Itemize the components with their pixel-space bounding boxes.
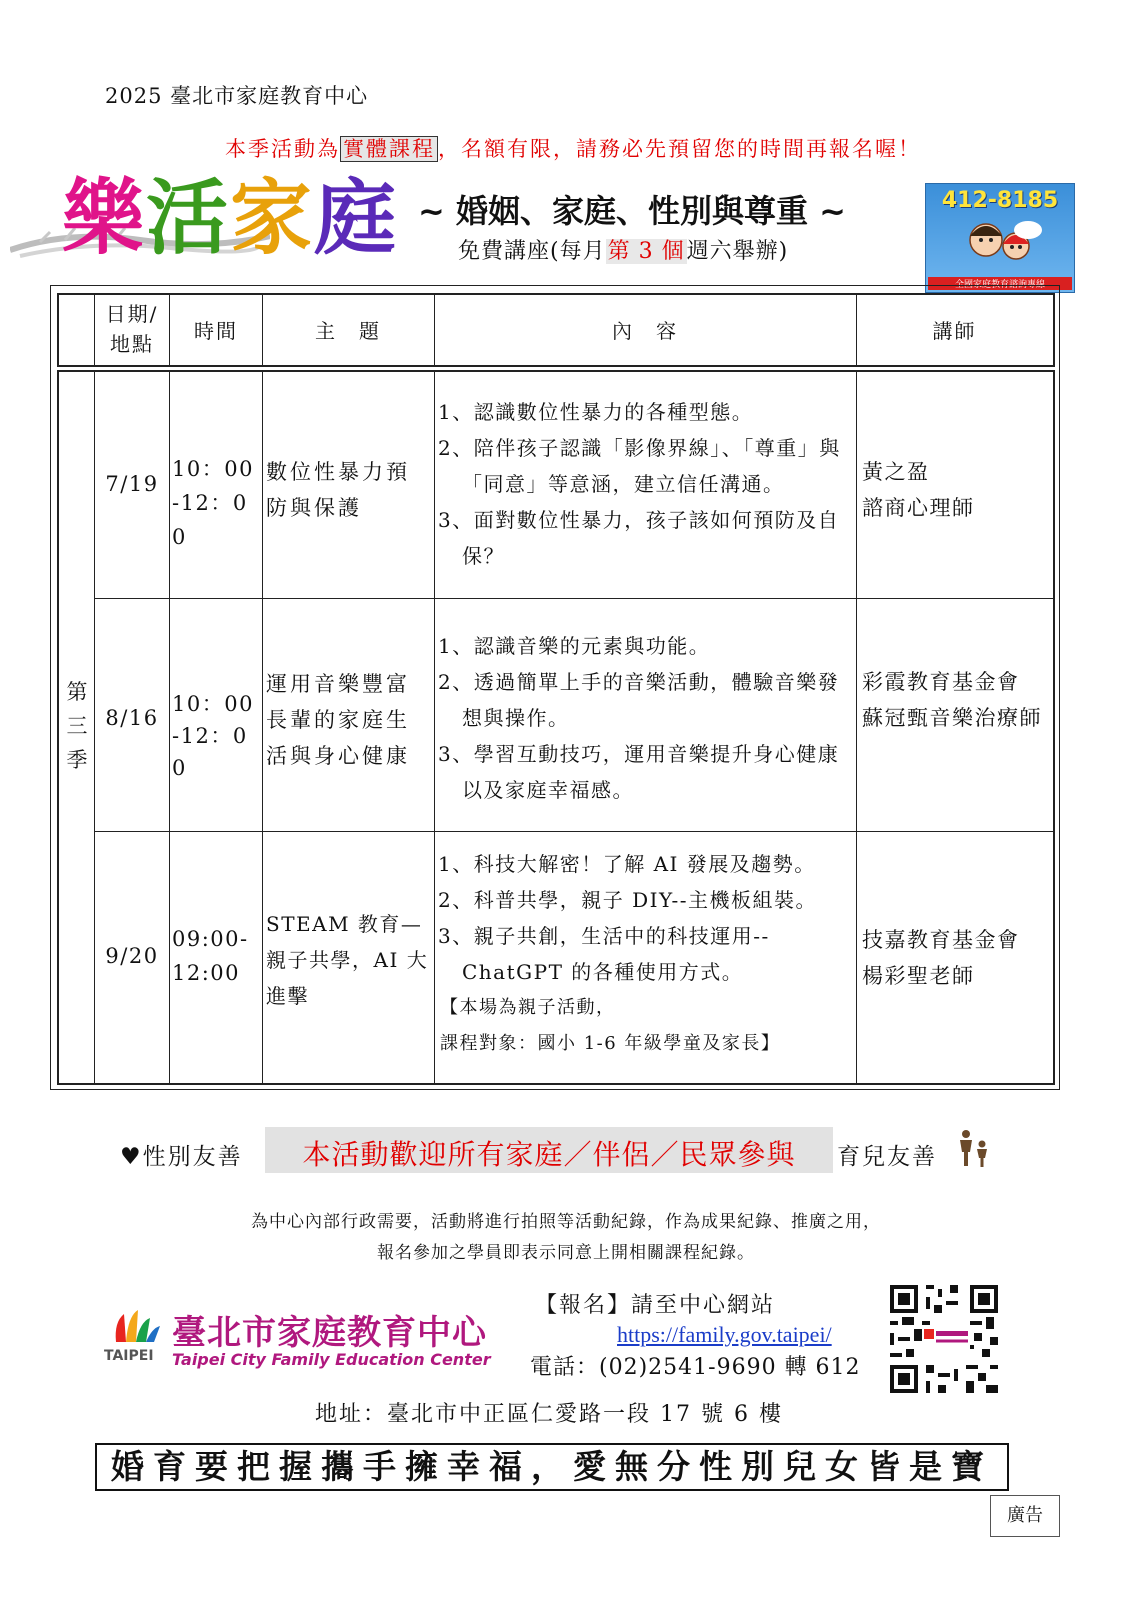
header-date: 日期/地點 [105, 302, 159, 356]
advertisement-label: 廣告 [1007, 1505, 1043, 1526]
schedule-text-before: 免費講座(每月 [458, 239, 606, 264]
row-topic: 運用音樂豐富長輩的家庭生活與身心健康 [266, 672, 410, 768]
hotline-caption: 全國家庭教育諮詢專線 [928, 277, 1072, 290]
schedule-text-after: 週六舉辦) [686, 239, 789, 264]
series-schedule [458, 234, 788, 265]
table-header [57, 293, 1055, 367]
logo-char: 活 [146, 170, 231, 266]
row-topic: STEAM 教育—親子共學，AI 大進擊 [266, 912, 429, 1008]
schedule-highlight: 第 3 個 [607, 239, 685, 264]
table-body [57, 370, 1055, 1085]
row-time: 10：00-12：00 [172, 457, 254, 549]
year-line: 2025 臺北市家庭教育中心 [105, 84, 369, 108]
header-topic: 主 題 [315, 319, 381, 343]
header-time: 時間 [194, 319, 238, 343]
header-content: 內 容 [612, 319, 678, 343]
row-lecturer: 技嘉教育基金會 楊彩聖老師 [862, 928, 1020, 988]
season-label [60, 675, 94, 777]
privacy-note-line-1: 為中心內部行政需要，活動將進行拍照等活動紀錄，作為成果紀錄、推廣之用， [251, 1212, 881, 1232]
cartoon-family-icon [956, 216, 1046, 272]
header-lecturer: 講師 [932, 319, 977, 343]
qr-code-icon[interactable] [890, 1285, 998, 1393]
content-item: 2、透過簡單上手的音樂活動，體驗音樂發想與操作。 [438, 670, 840, 730]
center-name-english: Taipei City Family Education Center [172, 1350, 491, 1369]
content-item: 2、陪伴孩子認識「影像界線」、「尊重」與「同意」等意涵，建立信任溝通。 [438, 436, 841, 496]
welcome-banner [265, 1127, 833, 1173]
row-content [438, 394, 856, 574]
row-date: 8/16 [105, 706, 159, 730]
content-note: 【本場為親子活動， 課程對象：國小 1-6 年級學童及家長】 [440, 997, 781, 1054]
row-topic: 數位性暴力預防與保護 [266, 460, 410, 520]
logo-char: 家 [230, 170, 315, 266]
row-time: 10：00-12：00 [172, 692, 254, 780]
notice-text-before: 本季活動為 [225, 137, 340, 161]
content-item: 1、認識音樂的元素與功能。 [438, 634, 711, 658]
row-lecturer: 黃之盈 諮商心理師 [862, 460, 975, 520]
content-item: 1、認識數位性暴力的各種型態。 [438, 400, 754, 424]
content-item: 2、科普共學，親子 DIY--主機板組裝。 [438, 888, 818, 912]
series-subtitle: ~ 婚姻、家庭、性別與尊重 ~ [418, 192, 846, 230]
notice-text-after: ，名額有限，請務必先預留您的時間再報名喔！ [438, 137, 921, 161]
content-item: 1、科技大解密！了解 AI 發展及趨勢。 [438, 852, 816, 876]
notice-highlight: 實體課程 [340, 136, 438, 162]
content-item: 3、親子共創，生活中的科技運用--ChatGPT 的各種使用方式。 [438, 924, 770, 984]
content-item: 3、學習互動技巧，運用音樂提升身心健康以及家庭幸福感。 [438, 742, 840, 802]
slogan-box [95, 1443, 1009, 1491]
season-text: 第三季 [66, 680, 88, 772]
hotline-number: 412-8185 [941, 188, 1059, 213]
row-date: 9/20 [105, 944, 159, 968]
contact-phone: 電話：(02)2541-9690 轉 612 [530, 1355, 861, 1380]
welcome-banner-text: 本活動歡迎所有家庭／伴侶／民眾參與 [302, 1138, 796, 1171]
gender-friendly-label: ♥性別友善 [120, 1144, 243, 1170]
privacy-note-line-2: 報名參加之學員即表示同意上開相關課程紀錄。 [377, 1243, 755, 1263]
parent-friendly-label: 育兒友善 [837, 1144, 937, 1170]
row-content [438, 628, 856, 808]
registration-label: 【報名】請至中心網站 [535, 1293, 776, 1318]
content-item: 3、面對數位性暴力，孩子該如何預防及自保？ [438, 508, 840, 568]
slogan-text: 婚育要把握攜手擁幸福，愛無分性別兒女皆是寶 [111, 1447, 993, 1486]
row-content [438, 846, 856, 1062]
logo-char: 樂 [62, 170, 147, 266]
notice-line [225, 133, 921, 163]
row-date: 7/19 [105, 472, 159, 496]
parent-child-icon [955, 1128, 991, 1168]
row-time: 09:00-12:00 [172, 927, 249, 985]
taipei-wordmark: TAIPEI [104, 1348, 154, 1364]
row-lecturer: 彩霞教育基金會 蘇冠甄音樂治療師 [862, 670, 1042, 730]
logo-char: 庭 [314, 170, 399, 266]
registration-link[interactable]: https://family.gov.taipei/ [617, 1322, 832, 1347]
hotline-badge [925, 183, 1075, 293]
center-name-chinese: 臺北市家庭教育中心 [172, 1313, 487, 1353]
advertisement-label-box [990, 1495, 1060, 1537]
center-address: 地址：臺北市中正區仁愛路一段 17 號 6 樓 [315, 1402, 783, 1427]
logo-title [62, 168, 398, 268]
